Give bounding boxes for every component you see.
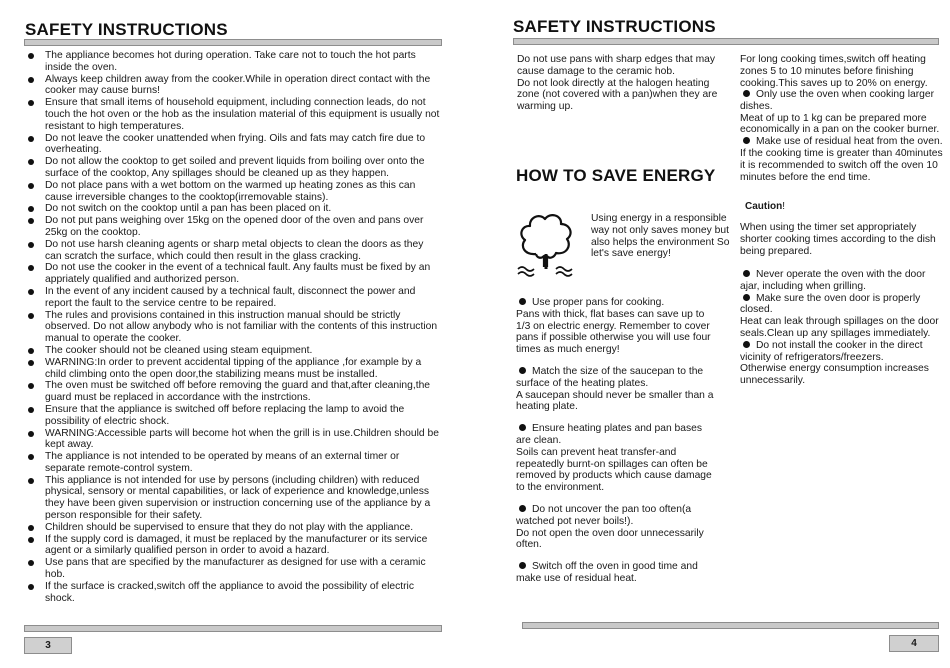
tip-lead: Make sure the oven door is properly closed. — [740, 292, 921, 316]
safety-item: This appliance is not intended for use by persons (including children) with reduced physical, sensory or mental capabilities, or lack of experience and knowledge,unless they have been given supervision or instruction concerning use of the appliance by a person responsible for their safety. — [25, 475, 441, 522]
safety-item: Do not put pans weighing over 15kg on the opened door of the oven and pans over 25kg on the cooktop. — [25, 215, 441, 239]
safety-item: Always keep children away from the cooker.While in operation direct contact with the cooker may cause burns! — [25, 74, 441, 98]
safety-item: Do not use the cooker in the event of a technical fault. Any faults must be fixed by an appriately qualified and authorized person. — [25, 262, 441, 286]
energy-tips — [516, 297, 716, 595]
safety-item: The appliance is not intended to be operated by means of an external timer or separate remote-control system. — [25, 451, 441, 475]
page-number-left: 3 — [24, 637, 72, 654]
tip-block — [740, 89, 945, 136]
safety-item: Ensure that small items of household equipment, including connection leads, do not touch the hot oven or the hob as the insulation material of this equipment is usually not resistant to high temperatures. — [25, 97, 441, 132]
caution-text: When using the timer set appropriately shorter cooking times according to the dish being prepared. — [740, 222, 936, 257]
col2-tips-a — [740, 89, 945, 183]
safety-item: Use pans that are specified by the manufacturer as designed for use with a ceramic hob. — [25, 557, 441, 581]
tip-lead: Do not install the cooker in the direct vicinity of refrigerators/freezers. — [740, 339, 923, 363]
energy-intro-text: Using energy in a responsible way not only saves money but also helps the environment So let's save energy! — [591, 213, 730, 260]
tip-lead: Use proper pans for cooking. — [532, 297, 665, 308]
safety-item: Do not place pans with a wet bottom on the warmed up heating zones as this can cause irreversible changes to the cooktop(irremovable stains). — [25, 180, 441, 204]
safety-item: The rules and provisions contained in this instruction manual should be strictly observed. Do not allow anybody who is not familiar with the contents of this instruction manual to operate the cooker. — [25, 310, 441, 345]
tip-block — [516, 297, 716, 356]
tip-detail: Soils can prevent heat transfer-and repeatedly burnt-on spillages can often be removed by products which cause damage to the environment. — [516, 446, 712, 494]
tip-block — [516, 423, 716, 494]
safety-item: In the event of any incident caused by a technical fault, disconnect the power and report the fault to the service centre to be repaired. — [25, 286, 441, 310]
tip-detail: A saucepan should never be smaller than a heating plate. — [516, 389, 714, 413]
safety-item: If the supply cord is damaged, it must be replaced by the manufacturer or its service agent or a similarly qualified person in order to avoid a hazard. — [25, 534, 441, 558]
bullet-icon — [519, 298, 526, 305]
tip-block — [516, 366, 716, 413]
safety-item: Do not use harsh cleaning agents or sharp metal objects to clean the doors as they can scratch the surface, which could then result in the glass cracking. — [25, 239, 441, 263]
bullet-icon — [743, 137, 750, 144]
tip-lead: Ensure heating plates and pan bases are clean. — [516, 423, 703, 446]
safety-item: Do not allow the cooktop to get soiled and prevent liquids from boiling over onto the surface of the cooktop, Any spillages should be cleaned up as they happen. — [25, 156, 441, 180]
page-number-right: 4 — [889, 635, 939, 652]
safety-item: Do not leave the cooker unattended when frying. Oils and fats may catch fire due to overheating. — [25, 133, 441, 157]
tip-lead: Make use of residual heat from the oven. — [756, 136, 943, 148]
safety-continued-text: Do not use pans with sharp edges that may cause damage to the ceramic hob. Do not look directly at the halogen heating zone (not covered with a pan)when they are warming up. — [517, 54, 718, 113]
energy-heading: HOW TO SAVE ENERGY — [516, 166, 716, 185]
tip-lead: Do not uncover the pan too often(a watched pot never boils!). — [516, 503, 692, 527]
safety-item: The cooker should not be cleaned using steam equipment. — [25, 345, 441, 357]
safety-item: The appliance becomes hot during operation. Take care not to touch the hot parts inside the oven. — [25, 50, 441, 74]
tip-detail: If the cooking time is greater than 40minutes it is recommended to switch off the oven 10 minutes before the end time. — [740, 147, 943, 183]
tip-block — [740, 136, 945, 183]
tip-block — [740, 293, 945, 340]
tip-lead: Only use the oven when cooking larger dishes. — [740, 89, 935, 112]
right-page-heading: SAFETY INSTRUCTIONS — [513, 17, 716, 36]
bullet-icon — [743, 341, 750, 348]
col2-tips-b — [740, 269, 945, 387]
bullet-icon — [519, 562, 526, 569]
caution-label — [745, 201, 785, 212]
safety-item: The oven must be switched off before removing the guard and that,after cleaning,the guard must be replaced in accordance with the instrctions. — [25, 380, 441, 404]
bullet-icon — [743, 90, 750, 97]
left-footer-rule — [24, 625, 442, 632]
bullet-icon — [519, 367, 526, 374]
tip-lead: Never operate the oven with the door ajar, including when grilling. — [740, 269, 926, 292]
tip-detail: Otherwise energy consumption increases unnecessarily. — [740, 363, 929, 387]
left-safety-list — [25, 50, 441, 604]
caution-word: Caution — [745, 201, 783, 212]
col2-intro-text: For long cooking times,switch off heating zones 5 to 10 minutes before finishing cooking.This saves up to 20% on energy. — [740, 54, 928, 89]
tip-lead: Switch off the oven in good time and make use of residual heat. — [516, 561, 698, 584]
tree-water-icon — [514, 209, 580, 279]
safety-item: If the surface is cracked,switch off the appliance to avoid the possibility of electric shock. — [25, 581, 441, 605]
tip-block — [740, 269, 945, 293]
tip-block — [516, 504, 716, 551]
safety-item: WARNING:In order to prevent accidental tipping of the appliance ,for example by a child climbing onto the open door,the stabilizing means must be installed. — [25, 357, 441, 381]
safety-item: Children should be supervised to ensure that they do not play with the appliance. — [25, 522, 441, 534]
tip-lead: Match the size of the saucepan to the surface of the heating plates. — [516, 365, 704, 389]
right-footer-rule — [522, 622, 939, 629]
right-heading-rule — [513, 38, 939, 45]
tip-block — [740, 340, 945, 387]
tip-detail: Meat of up to 1 kg can be prepared more economically in a pan on the cooker burner. — [740, 112, 940, 136]
tip-detail: Pans with thick, flat bases can save up to 1/3 on electric energy. Remember to cover pans if possible otherwise you will use four times as much energy! — [516, 308, 711, 356]
tip-block — [516, 561, 716, 585]
tip-detail: Heat can leak through spillages on the door seals.Clean up any spillages immediately. — [740, 316, 939, 339]
left-heading-rule — [24, 39, 442, 46]
safety-item: Do not switch on the cooktop until a pan has been placed on it. — [25, 203, 441, 215]
bullet-icon — [519, 505, 526, 512]
caution-mark: ! — [782, 201, 785, 212]
bullet-icon — [743, 270, 750, 277]
tip-detail: Do not open the oven door unnecessarily often. — [516, 527, 704, 551]
left-page-heading: SAFETY INSTRUCTIONS — [25, 20, 228, 39]
bullet-icon — [519, 424, 526, 431]
safety-item: Ensure that the appliance is switched off before replacing the lamp to avoid the possibility of electric shock. — [25, 404, 441, 428]
bullet-icon — [743, 294, 750, 301]
safety-item: WARNING:Accessible parts will become hot when the grill is in use.Children should be kept away. — [25, 428, 441, 452]
